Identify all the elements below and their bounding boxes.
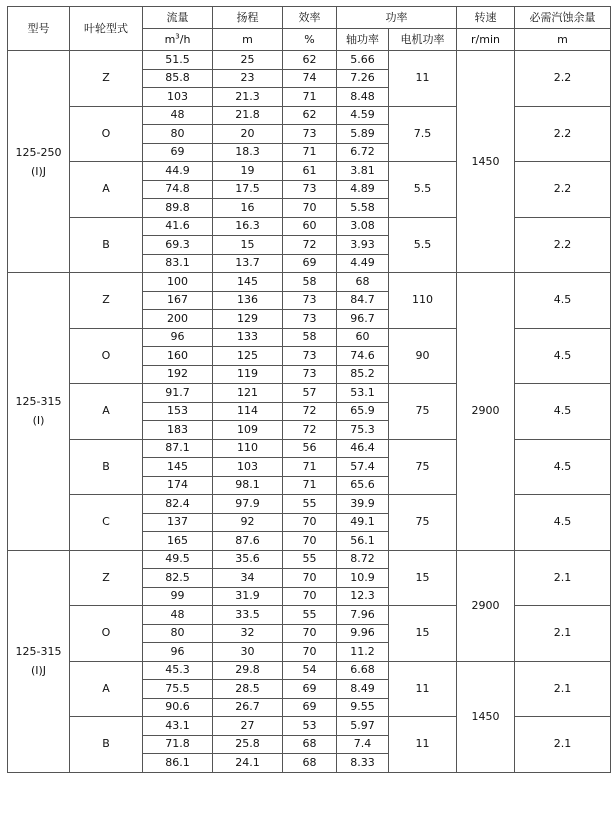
efficiency-cell: 60	[283, 217, 337, 236]
motor-power-cell: 90	[389, 328, 457, 384]
flow-cell: 87.1	[143, 439, 213, 458]
head-cell: 103	[213, 458, 283, 477]
flow-cell: 82.4	[143, 495, 213, 514]
flow-cell: 69.3	[143, 236, 213, 255]
flow-cell: 43.1	[143, 717, 213, 736]
flow-cell: 174	[143, 476, 213, 495]
flow-cell: 75.5	[143, 680, 213, 699]
npsh-cell: 4.5	[515, 328, 611, 384]
pump-performance-table	[7, 6, 611, 773]
head-cell: 17.5	[213, 180, 283, 199]
head-cell: 27	[213, 717, 283, 736]
shaft-power-cell: 8.33	[337, 754, 389, 773]
impeller-cell: B	[70, 217, 143, 273]
speed-cell: 2900	[457, 273, 515, 551]
table-row	[8, 273, 611, 292]
speed-cell: 2900	[457, 550, 515, 661]
head-cell: 21.3	[213, 88, 283, 107]
efficiency-cell: 70	[283, 199, 337, 218]
npsh-cell: 2.2	[515, 162, 611, 218]
flow-cell: 48	[143, 606, 213, 625]
shaft-power-cell: 6.68	[337, 661, 389, 680]
shaft-power-cell: 7.4	[337, 735, 389, 754]
efficiency-cell: 72	[283, 421, 337, 440]
flow-cell: 71.8	[143, 735, 213, 754]
flow-cell: 45.3	[143, 661, 213, 680]
impeller-cell: O	[70, 328, 143, 384]
shaft-power-cell: 5.89	[337, 125, 389, 144]
head-cell: 30	[213, 643, 283, 662]
shaft-power-cell: 8.49	[337, 680, 389, 699]
npsh-cell: 4.5	[515, 384, 611, 440]
header-power: 功率	[337, 7, 457, 29]
table-row	[8, 439, 611, 458]
head-cell: 16.3	[213, 217, 283, 236]
efficiency-cell: 53	[283, 717, 337, 736]
model-cell	[8, 273, 70, 551]
shaft-power-cell: 68	[337, 273, 389, 292]
shaft-power-cell: 8.48	[337, 88, 389, 107]
motor-power-cell: 15	[389, 606, 457, 662]
shaft-power-cell: 7.26	[337, 69, 389, 88]
header-head-unit: m	[213, 29, 283, 51]
efficiency-cell: 70	[283, 643, 337, 662]
table-row	[8, 51, 611, 70]
shaft-power-cell: 3.81	[337, 162, 389, 181]
efficiency-cell: 58	[283, 328, 337, 347]
model-name: 125-250	[15, 145, 62, 159]
efficiency-cell: 71	[283, 88, 337, 107]
efficiency-cell: 71	[283, 143, 337, 162]
head-cell: 26.7	[213, 698, 283, 717]
shaft-power-cell: 12.3	[337, 587, 389, 606]
efficiency-cell: 73	[283, 291, 337, 310]
flow-cell: 85.8	[143, 69, 213, 88]
shaft-power-cell: 56.1	[337, 532, 389, 551]
efficiency-cell: 62	[283, 51, 337, 70]
shaft-power-cell: 5.97	[337, 717, 389, 736]
efficiency-cell: 62	[283, 106, 337, 125]
flow-cell: 96	[143, 643, 213, 662]
efficiency-cell: 58	[283, 273, 337, 292]
head-cell: 92	[213, 513, 283, 532]
flow-cell: 83.1	[143, 254, 213, 273]
efficiency-cell: 70	[283, 513, 337, 532]
table-row	[8, 495, 611, 514]
efficiency-cell: 61	[283, 162, 337, 181]
efficiency-cell: 69	[283, 680, 337, 699]
motor-power-cell: 5.5	[389, 217, 457, 273]
efficiency-cell: 73	[283, 310, 337, 329]
head-cell: 24.1	[213, 754, 283, 773]
shaft-power-cell: 9.96	[337, 624, 389, 643]
header-speed: 转速	[457, 7, 515, 29]
efficiency-cell: 70	[283, 569, 337, 588]
head-cell: 16	[213, 199, 283, 218]
header-efficiency: 效率	[283, 7, 337, 29]
head-cell: 97.9	[213, 495, 283, 514]
shaft-power-cell: 60	[337, 328, 389, 347]
npsh-cell: 2.1	[515, 717, 611, 773]
shaft-power-cell: 10.9	[337, 569, 389, 588]
table-row	[8, 550, 611, 569]
efficiency-cell: 69	[283, 698, 337, 717]
npsh-cell: 2.2	[515, 217, 611, 273]
shaft-power-cell: 46.4	[337, 439, 389, 458]
impeller-cell: O	[70, 106, 143, 162]
flow-cell: 145	[143, 458, 213, 477]
table-row	[8, 384, 611, 403]
efficiency-cell: 73	[283, 180, 337, 199]
shaft-power-cell: 5.58	[337, 199, 389, 218]
head-cell: 23	[213, 69, 283, 88]
header-shaft-power: 轴功率	[337, 29, 389, 51]
npsh-cell: 2.1	[515, 606, 611, 662]
head-cell: 31.9	[213, 587, 283, 606]
shaft-power-cell: 65.6	[337, 476, 389, 495]
flow-unit-tail: /h	[179, 32, 191, 46]
head-cell: 13.7	[213, 254, 283, 273]
head-cell: 25.8	[213, 735, 283, 754]
shaft-power-cell: 8.72	[337, 550, 389, 569]
shaft-power-cell: 84.7	[337, 291, 389, 310]
header-npsh: 必需汽蚀余量	[515, 7, 611, 29]
flow-cell: 200	[143, 310, 213, 329]
head-cell: 15	[213, 236, 283, 255]
flow-cell: 80	[143, 624, 213, 643]
table-row	[8, 217, 611, 236]
head-cell: 21.8	[213, 106, 283, 125]
head-cell: 109	[213, 421, 283, 440]
flow-cell: 192	[143, 365, 213, 384]
impeller-cell: A	[70, 661, 143, 717]
impeller-cell: Z	[70, 51, 143, 107]
flow-cell: 153	[143, 402, 213, 421]
head-cell: 87.6	[213, 532, 283, 551]
flow-cell: 82.5	[143, 569, 213, 588]
motor-power-cell: 5.5	[389, 162, 457, 218]
flow-cell: 99	[143, 587, 213, 606]
flow-cell: 48	[143, 106, 213, 125]
impeller-cell: A	[70, 162, 143, 218]
motor-power-cell: 75	[389, 439, 457, 495]
shaft-power-cell: 75.3	[337, 421, 389, 440]
head-cell: 121	[213, 384, 283, 403]
header-row-titles	[8, 7, 611, 29]
efficiency-cell: 55	[283, 606, 337, 625]
flow-cell: 69	[143, 143, 213, 162]
efficiency-cell: 54	[283, 661, 337, 680]
head-cell: 32	[213, 624, 283, 643]
table-header	[8, 7, 611, 51]
flow-cell: 44.9	[143, 162, 213, 181]
shaft-power-cell: 4.49	[337, 254, 389, 273]
table-body	[8, 51, 611, 773]
model-name: 125-315	[15, 395, 62, 409]
shaft-power-cell: 7.96	[337, 606, 389, 625]
head-cell: 145	[213, 273, 283, 292]
flow-cell: 51.5	[143, 51, 213, 70]
efficiency-cell: 55	[283, 495, 337, 514]
efficiency-cell: 70	[283, 532, 337, 551]
head-cell: 28.5	[213, 680, 283, 699]
header-head: 扬程	[213, 7, 283, 29]
head-cell: 125	[213, 347, 283, 366]
efficiency-cell: 71	[283, 476, 337, 495]
efficiency-cell: 74	[283, 69, 337, 88]
flow-cell: 183	[143, 421, 213, 440]
efficiency-cell: 56	[283, 439, 337, 458]
impeller-cell: B	[70, 439, 143, 495]
flow-cell: 49.5	[143, 550, 213, 569]
efficiency-cell: 68	[283, 754, 337, 773]
head-cell: 34	[213, 569, 283, 588]
shaft-power-cell: 11.2	[337, 643, 389, 662]
flow-cell: 165	[143, 532, 213, 551]
head-cell: 20	[213, 125, 283, 144]
flow-cell: 41.6	[143, 217, 213, 236]
head-cell: 25	[213, 51, 283, 70]
flow-cell: 160	[143, 347, 213, 366]
npsh-cell: 2.1	[515, 550, 611, 606]
efficiency-cell: 70	[283, 624, 337, 643]
efficiency-cell: 72	[283, 236, 337, 255]
model-variant: (I)J	[30, 164, 47, 178]
header-motor-power: 电机功率	[389, 29, 457, 51]
motor-power-cell: 11	[389, 51, 457, 107]
flow-cell: 86.1	[143, 754, 213, 773]
shaft-power-cell: 96.7	[337, 310, 389, 329]
model-variant: (I)J	[30, 664, 47, 677]
efficiency-cell: 69	[283, 254, 337, 273]
impeller-cell: O	[70, 606, 143, 662]
head-cell: 136	[213, 291, 283, 310]
motor-power-cell: 7.5	[389, 106, 457, 162]
impeller-cell: C	[70, 495, 143, 551]
shaft-power-cell: 57.4	[337, 458, 389, 477]
efficiency-cell: 72	[283, 402, 337, 421]
header-impeller: 叶轮型式	[70, 7, 143, 51]
impeller-cell: Z	[70, 550, 143, 606]
motor-power-cell: 110	[389, 273, 457, 329]
head-cell: 119	[213, 365, 283, 384]
npsh-cell: 2.1	[515, 661, 611, 717]
header-speed-unit: r/min	[457, 29, 515, 51]
speed-cell: 1450	[457, 51, 515, 273]
motor-power-cell: 15	[389, 550, 457, 606]
table-row	[8, 162, 611, 181]
head-cell: 35.6	[213, 550, 283, 569]
motor-power-cell: 75	[389, 384, 457, 440]
flow-cell: 90.6	[143, 698, 213, 717]
head-cell: 98.1	[213, 476, 283, 495]
table-row	[8, 661, 611, 680]
head-cell: 29.8	[213, 661, 283, 680]
efficiency-cell: 73	[283, 125, 337, 144]
shaft-power-cell: 5.66	[337, 51, 389, 70]
shaft-power-cell: 4.59	[337, 106, 389, 125]
flow-cell: 167	[143, 291, 213, 310]
head-cell: 18.3	[213, 143, 283, 162]
table-row	[8, 328, 611, 347]
flow-cell: 80	[143, 125, 213, 144]
table-row	[8, 106, 611, 125]
efficiency-cell: 55	[283, 550, 337, 569]
speed-cell: 1450	[457, 661, 515, 772]
shaft-power-cell: 49.1	[337, 513, 389, 532]
npsh-cell: 4.5	[515, 495, 611, 551]
head-cell: 33.5	[213, 606, 283, 625]
npsh-cell: 2.2	[515, 51, 611, 107]
flow-cell: 74.8	[143, 180, 213, 199]
header-flow-unit	[143, 29, 213, 51]
model-cell	[8, 51, 70, 273]
efficiency-cell: 73	[283, 347, 337, 366]
flow-unit-base: m	[164, 32, 176, 46]
shaft-power-cell: 9.55	[337, 698, 389, 717]
flow-cell: 91.7	[143, 384, 213, 403]
header-flow: 流量	[143, 7, 213, 29]
efficiency-cell: 71	[283, 458, 337, 477]
flow-unit-exponent: 3	[175, 31, 180, 40]
impeller-cell: Z	[70, 273, 143, 329]
motor-power-cell: 11	[389, 717, 457, 773]
shaft-power-cell: 39.9	[337, 495, 389, 514]
shaft-power-cell: 3.93	[337, 236, 389, 255]
impeller-cell: A	[70, 384, 143, 440]
shaft-power-cell: 3.08	[337, 217, 389, 236]
shaft-power-cell: 4.89	[337, 180, 389, 199]
npsh-cell: 4.5	[515, 273, 611, 329]
header-efficiency-unit: %	[283, 29, 337, 51]
npsh-cell: 4.5	[515, 439, 611, 495]
flow-cell: 103	[143, 88, 213, 107]
efficiency-cell: 73	[283, 365, 337, 384]
flow-cell: 89.8	[143, 199, 213, 218]
shaft-power-cell: 53.1	[337, 384, 389, 403]
head-cell: 114	[213, 402, 283, 421]
shaft-power-cell: 74.6	[337, 347, 389, 366]
motor-power-cell: 11	[389, 661, 457, 717]
head-cell: 110	[213, 439, 283, 458]
model-name: 125-315	[15, 645, 62, 658]
motor-power-cell: 75	[389, 495, 457, 551]
head-cell: 133	[213, 328, 283, 347]
model-cell	[8, 550, 70, 772]
shaft-power-cell: 85.2	[337, 365, 389, 384]
header-model: 型号	[8, 7, 70, 51]
shaft-power-cell: 65.9	[337, 402, 389, 421]
shaft-power-cell: 6.72	[337, 143, 389, 162]
npsh-cell: 2.2	[515, 106, 611, 162]
flow-cell: 96	[143, 328, 213, 347]
flow-cell: 100	[143, 273, 213, 292]
header-npsh-unit: m	[515, 29, 611, 51]
head-cell: 129	[213, 310, 283, 329]
table-row	[8, 606, 611, 625]
flow-cell: 137	[143, 513, 213, 532]
efficiency-cell: 70	[283, 587, 337, 606]
efficiency-cell: 68	[283, 735, 337, 754]
efficiency-cell: 57	[283, 384, 337, 403]
table-row	[8, 717, 611, 736]
model-variant: (I)	[32, 414, 45, 428]
head-cell: 19	[213, 162, 283, 181]
impeller-cell: B	[70, 717, 143, 773]
